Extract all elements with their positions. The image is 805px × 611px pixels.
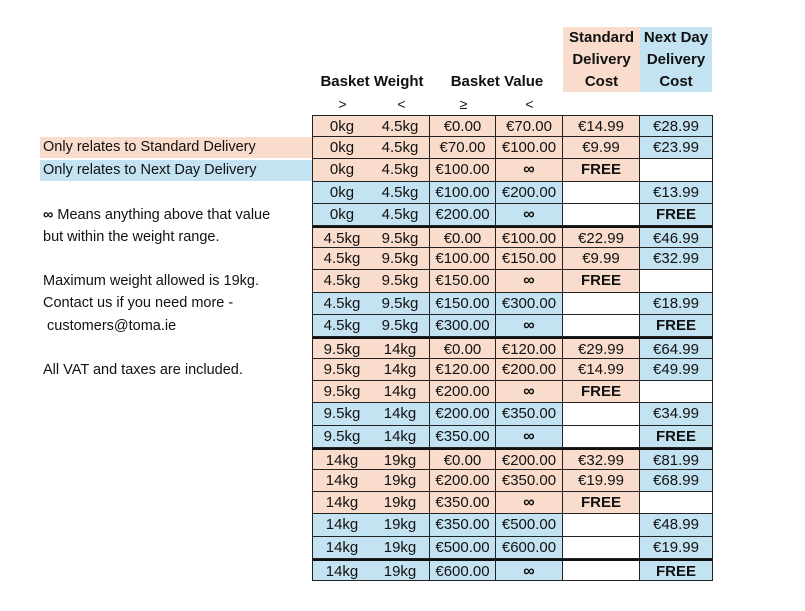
- max-value-cell: €500.00: [496, 514, 563, 536]
- standard-cost-cell: €22.99: [563, 226, 640, 248]
- standard-cost-cell: [563, 204, 640, 226]
- max-weight-cell: 4.5kg: [371, 137, 430, 159]
- standard-cost-cell: [563, 403, 640, 425]
- next-day-cost-cell: €34.99: [640, 403, 713, 425]
- max-value-cell: €350.00: [496, 470, 563, 492]
- infinity-note-line1: [43, 204, 270, 226]
- table-row: [312, 159, 713, 181]
- max-weight-cell: 4.5kg: [371, 115, 430, 137]
- standard-cost-cell: [563, 293, 640, 315]
- max-value-cell: €600.00: [496, 537, 563, 559]
- next-day-cost-cell: €48.99: [640, 514, 713, 536]
- header-line: Standard: [568, 28, 634, 46]
- standard-cost-cell: [563, 315, 640, 337]
- max-weight-cell: 14kg: [371, 381, 430, 403]
- max-weight-cell: 4.5kg: [371, 182, 430, 204]
- min-weight-cell: 14kg: [312, 559, 372, 581]
- min-value-cell: €100.00: [430, 159, 496, 181]
- min-value-cell: €100.00: [430, 248, 496, 270]
- max-value-cell: €100.00: [496, 137, 563, 159]
- max-value-cell: €120.00: [496, 337, 563, 359]
- max-weight-cell: 4.5kg: [371, 204, 430, 226]
- min-weight-cell: 0kg: [312, 182, 372, 204]
- standard-cost-cell: €14.99: [563, 115, 640, 137]
- max-weight-note: Maximum weight allowed is 19kg.: [43, 273, 259, 289]
- min-weight-cell: 4.5kg: [312, 315, 372, 337]
- standard-cost-cell: €9.99: [563, 248, 640, 270]
- next-day-cost-cell: €32.99: [640, 248, 713, 270]
- operator-less-than: <: [397, 96, 406, 112]
- max-weight-cell: 14kg: [371, 426, 430, 448]
- max-value-cell: €200.00: [496, 182, 563, 204]
- table-row: [312, 226, 713, 248]
- table-row: [312, 359, 713, 381]
- vat-note: All VAT and taxes are included.: [43, 362, 243, 378]
- legend-standard-delivery: Only relates to Standard Delivery: [40, 137, 315, 158]
- min-value-cell: €350.00: [430, 514, 496, 536]
- table-row: [312, 115, 713, 137]
- legend-next-day-delivery: Only relates to Next Day Delivery: [40, 160, 315, 181]
- min-weight-cell: 0kg: [312, 204, 372, 226]
- max-value-cell: €350.00: [496, 403, 563, 425]
- max-value-cell: €70.00: [496, 115, 563, 137]
- max-value-cell: €300.00: [496, 293, 563, 315]
- basket-value-header: Basket Value: [450, 73, 544, 90]
- table-row: [312, 514, 713, 536]
- next-day-cost-cell: €28.99: [640, 115, 713, 137]
- table-row: [312, 559, 713, 581]
- infinity-note-text: Means anything above that value: [53, 207, 271, 223]
- next-day-cost-cell: FREE: [640, 426, 713, 448]
- standard-cost-cell: €32.99: [563, 448, 640, 470]
- min-value-cell: €350.00: [430, 426, 496, 448]
- max-value-cell: €150.00: [496, 248, 563, 270]
- min-value-cell: €120.00: [430, 359, 496, 381]
- min-weight-cell: 14kg: [312, 537, 372, 559]
- next-day-cost-cell: €23.99: [640, 137, 713, 159]
- max-value-cell: ∞: [496, 381, 563, 403]
- min-weight-cell: 4.5kg: [312, 293, 372, 315]
- standard-cost-cell: [563, 182, 640, 204]
- next-day-cost-cell: €13.99: [640, 182, 713, 204]
- max-value-cell: ∞: [496, 492, 563, 514]
- operator-greater-equal: ≥: [459, 96, 468, 112]
- standard-cost-cell: €19.99: [563, 470, 640, 492]
- min-value-cell: €0.00: [430, 337, 496, 359]
- next-day-cost-cell: €49.99: [640, 359, 713, 381]
- next-day-cost-cell: FREE: [640, 559, 713, 581]
- table-row: [312, 448, 713, 470]
- standard-cost-cell: [563, 426, 640, 448]
- max-weight-cell: 9.5kg: [371, 293, 430, 315]
- min-value-cell: €150.00: [430, 293, 496, 315]
- operator-less-than: <: [525, 96, 534, 112]
- min-weight-cell: 0kg: [312, 159, 372, 181]
- header-line: Cost: [659, 72, 693, 90]
- min-value-cell: €200.00: [430, 204, 496, 226]
- min-value-cell: €500.00: [430, 537, 496, 559]
- next-day-cost-cell: [640, 492, 713, 514]
- header-line: Cost: [584, 72, 619, 90]
- min-weight-cell: 9.5kg: [312, 359, 372, 381]
- table-row: [312, 492, 713, 514]
- table-row: [312, 270, 713, 292]
- max-weight-cell: 9.5kg: [371, 315, 430, 337]
- infinity-symbol: ∞: [43, 207, 54, 223]
- delivery-cost-table: [312, 115, 713, 581]
- max-weight-cell: 19kg: [371, 537, 430, 559]
- max-value-cell: ∞: [496, 315, 563, 337]
- min-weight-cell: 14kg: [312, 514, 372, 536]
- max-weight-cell: 9.5kg: [371, 226, 430, 248]
- standard-cost-cell: FREE: [563, 381, 640, 403]
- next-day-cost-cell: €46.99: [640, 226, 713, 248]
- max-weight-cell: 19kg: [371, 448, 430, 470]
- max-weight-cell: 4.5kg: [371, 159, 430, 181]
- table-row: [312, 403, 713, 425]
- max-weight-cell: 19kg: [371, 492, 430, 514]
- max-weight-cell: 9.5kg: [371, 270, 430, 292]
- next-day-cost-cell: FREE: [640, 315, 713, 337]
- standard-cost-cell: FREE: [563, 159, 640, 181]
- next-day-cost-cell: [640, 159, 713, 181]
- infinity-note-line2: but within the weight range.: [43, 229, 220, 245]
- next-day-cost-cell: [640, 381, 713, 403]
- max-value-cell: €100.00: [496, 226, 563, 248]
- max-weight-cell: 14kg: [371, 337, 430, 359]
- table-row: [312, 381, 713, 403]
- min-value-cell: €350.00: [430, 492, 496, 514]
- min-value-cell: €150.00: [430, 270, 496, 292]
- max-weight-cell: 9.5kg: [371, 248, 430, 270]
- max-value-cell: ∞: [496, 270, 563, 292]
- min-weight-cell: 4.5kg: [312, 248, 372, 270]
- min-weight-cell: 14kg: [312, 492, 372, 514]
- table-row: [312, 137, 713, 159]
- min-weight-cell: 4.5kg: [312, 270, 372, 292]
- max-weight-cell: 19kg: [371, 470, 430, 492]
- max-weight-cell: 19kg: [371, 514, 430, 536]
- table-row: [312, 537, 713, 559]
- standard-cost-cell: [563, 514, 640, 536]
- next-day-cost-cell: €18.99: [640, 293, 713, 315]
- contact-note: Contact us if you need more -: [43, 295, 234, 311]
- min-weight-cell: 9.5kg: [312, 426, 372, 448]
- max-value-cell: ∞: [496, 159, 563, 181]
- standard-cost-cell: €9.99: [563, 137, 640, 159]
- max-value-cell: €200.00: [496, 359, 563, 381]
- header-line: Delivery: [646, 50, 706, 68]
- max-value-cell: ∞: [496, 204, 563, 226]
- table-row: [312, 182, 713, 204]
- min-weight-cell: 0kg: [312, 115, 372, 137]
- max-value-cell: ∞: [496, 559, 563, 581]
- standard-cost-cell: FREE: [563, 492, 640, 514]
- min-weight-cell: 9.5kg: [312, 403, 372, 425]
- next-day-cost-cell: €64.99: [640, 337, 713, 359]
- min-value-cell: €300.00: [430, 315, 496, 337]
- min-weight-cell: 9.5kg: [312, 381, 372, 403]
- max-value-cell: €200.00: [496, 448, 563, 470]
- standard-cost-cell: FREE: [563, 270, 640, 292]
- table-row: [312, 315, 713, 337]
- table-row: [312, 426, 713, 448]
- min-value-cell: €0.00: [430, 115, 496, 137]
- next-day-delivery-cost-header: [640, 27, 712, 92]
- basket-weight-header: Basket Weight: [320, 73, 424, 90]
- min-weight-cell: 4.5kg: [312, 226, 372, 248]
- min-value-cell: €0.00: [430, 448, 496, 470]
- max-weight-cell: 19kg: [371, 559, 430, 581]
- operator-greater-than: >: [338, 96, 347, 112]
- min-value-cell: €100.00: [430, 182, 496, 204]
- min-value-cell: €600.00: [430, 559, 496, 581]
- table-row: [312, 470, 713, 492]
- min-weight-cell: 14kg: [312, 470, 372, 492]
- next-day-cost-cell: [640, 270, 713, 292]
- min-value-cell: €0.00: [430, 226, 496, 248]
- standard-cost-cell: €14.99: [563, 359, 640, 381]
- max-value-cell: ∞: [496, 426, 563, 448]
- standard-delivery-cost-header: [563, 27, 640, 92]
- table-row: [312, 204, 713, 226]
- standard-cost-cell: [563, 537, 640, 559]
- min-weight-cell: 14kg: [312, 448, 372, 470]
- header-line: Delivery: [572, 50, 631, 68]
- min-value-cell: €70.00: [430, 137, 496, 159]
- standard-cost-cell: €29.99: [563, 337, 640, 359]
- max-weight-cell: 14kg: [371, 403, 430, 425]
- max-weight-cell: 14kg: [371, 359, 430, 381]
- min-weight-cell: 0kg: [312, 137, 372, 159]
- next-day-cost-cell: €81.99: [640, 448, 713, 470]
- table-row: [312, 337, 713, 359]
- standard-cost-cell: [563, 559, 640, 581]
- next-day-cost-cell: FREE: [640, 204, 713, 226]
- next-day-cost-cell: €19.99: [640, 537, 713, 559]
- min-value-cell: €200.00: [430, 470, 496, 492]
- contact-email: customers@toma.ie: [43, 318, 177, 334]
- min-value-cell: €200.00: [430, 403, 496, 425]
- header-line: Next Day: [643, 28, 709, 46]
- min-weight-cell: 9.5kg: [312, 337, 372, 359]
- next-day-cost-cell: €68.99: [640, 470, 713, 492]
- min-value-cell: €200.00: [430, 381, 496, 403]
- table-row: [312, 248, 713, 270]
- table-row: [312, 293, 713, 315]
